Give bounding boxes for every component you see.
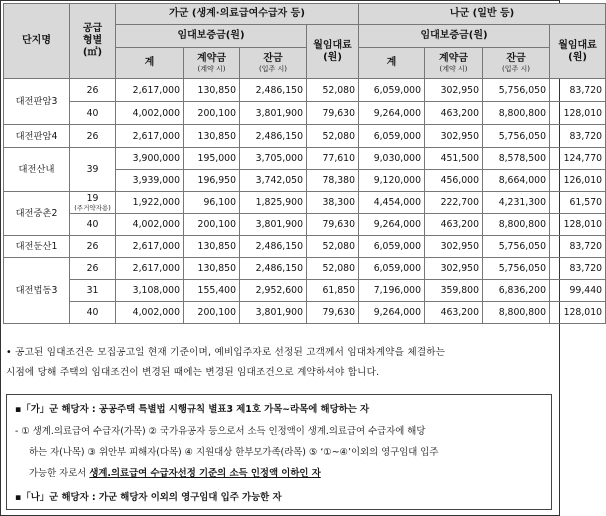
a-monthly: 52,080 <box>307 236 359 258</box>
a-total: 3,900,000 <box>116 148 184 170</box>
header-a-monthly-label: 월임대료 <box>313 39 352 51</box>
supply-type: 26 <box>70 258 116 280</box>
a-total: 3,939,000 <box>116 170 184 192</box>
a-monthly: 77,610 <box>307 148 359 170</box>
b-monthly: 83,720 <box>550 125 606 148</box>
supply-type: 40 <box>70 302 116 324</box>
a-balance: 2,486,150 <box>240 258 307 280</box>
b-monthly: 124,770 <box>550 148 606 170</box>
b-monthly: 99,440 <box>550 280 606 302</box>
b-balance: 5,756,050 <box>483 236 550 258</box>
a-balance: 3,801,900 <box>240 102 307 125</box>
b-contract: 302,950 <box>425 125 483 148</box>
a-contract: 196,950 <box>184 170 240 192</box>
a-total: 2,617,000 <box>116 236 184 258</box>
supply-type: 26 <box>70 236 116 258</box>
b-balance: 8,800,800 <box>483 302 550 324</box>
a-total: 2,617,000 <box>116 79 184 102</box>
table-row <box>4 102 606 125</box>
a-balance: 2,486,150 <box>240 236 307 258</box>
group-a-line-3 <box>29 465 543 479</box>
supply-type: 26 <box>70 125 116 148</box>
b-contract: 302,950 <box>425 258 483 280</box>
b-balance: 6,836,200 <box>483 280 550 302</box>
table-row <box>4 192 606 214</box>
table-row <box>4 125 606 148</box>
supply-type <box>70 192 116 214</box>
notice-line-1: • 공고된 임대조건은 모집공고일 현재 기준이며, 예비입주자로 선정된 고객께서 임대차계약을 체결하는 <box>6 347 446 358</box>
group-a-title <box>15 401 543 415</box>
a-monthly: 52,080 <box>307 79 359 102</box>
a-total: 1,922,000 <box>116 192 184 214</box>
a-total: 4,002,000 <box>116 302 184 324</box>
b-contract: 451,500 <box>425 148 483 170</box>
a-balance: 2,486,150 <box>240 79 307 102</box>
group-a-income-criterion: 생계.의료급여 수급자선정 기준의 소득 인정액 이하인 자 <box>89 468 321 479</box>
table-row <box>4 302 606 324</box>
b-monthly: 128,010 <box>550 214 606 236</box>
a-contract: 96,100 <box>184 192 240 214</box>
header-group-a: 가군 (생계·의료급여수급자 등) <box>116 4 359 25</box>
b-contract: 222,700 <box>425 192 483 214</box>
header-b-contract <box>425 48 483 79</box>
a-monthly: 78,380 <box>307 170 359 192</box>
header-a-balance-label: 잔금 <box>263 52 283 64</box>
eligibility-box <box>6 394 552 510</box>
a-balance: 2,486,150 <box>240 125 307 148</box>
a-contract: 130,850 <box>184 125 240 148</box>
b-total: 6,059,000 <box>359 125 425 148</box>
b-total: 9,264,000 <box>359 302 425 324</box>
header-a-contract-sub: (계약 시) <box>197 64 226 73</box>
header-a-monthly-unit: (원) <box>323 51 342 63</box>
header-b-contract-sub: (계약 시) <box>439 64 468 73</box>
header-b-monthly-label: 월임대료 <box>558 39 597 51</box>
header-supply-label: 공급 <box>82 23 103 34</box>
b-balance: 8,800,800 <box>483 214 550 236</box>
header-b-deposit: 임대보증금(원) <box>359 25 550 48</box>
table-row <box>4 236 606 258</box>
header-a-deposit: 임대보증금(원) <box>116 25 307 48</box>
a-balance: 3,705,000 <box>240 148 307 170</box>
a-balance: 2,952,600 <box>240 280 307 302</box>
b-monthly: 61,570 <box>550 192 606 214</box>
notice-paragraph <box>6 342 552 383</box>
header-b-contract-label: 계약금 <box>439 52 468 64</box>
b-contract: 463,200 <box>425 302 483 324</box>
a-monthly: 52,080 <box>307 125 359 148</box>
a-total: 2,617,000 <box>116 258 184 280</box>
a-total: 4,002,000 <box>116 102 184 125</box>
complex-name: 대전중촌2 <box>4 192 70 236</box>
header-b-total: 계 <box>359 48 425 79</box>
b-monthly: 126,010 <box>550 170 606 192</box>
group-a-title-text: ▪「가」군 해당자 : 공공주택 특별법 시행규칙 별표3 제1호 가목~라목에 해당하는 자 <box>15 404 370 415</box>
a-contract: 130,850 <box>184 258 240 280</box>
supply-type: 39 <box>70 148 116 192</box>
b-balance: 8,664,000 <box>483 170 550 192</box>
b-balance: 5,756,050 <box>483 258 550 280</box>
a-balance: 3,742,050 <box>240 170 307 192</box>
a-monthly: 79,630 <box>307 102 359 125</box>
b-monthly: 83,720 <box>550 258 606 280</box>
a-total: 4,002,000 <box>116 214 184 236</box>
supply-type-note: (주거약자용) <box>74 203 111 212</box>
a-monthly: 61,850 <box>307 280 359 302</box>
supply-type: 26 <box>70 79 116 102</box>
group-a-line-1: - ① 생계.의료급여 수급자(가목) ② 국가유공자 등으로서 소득 인정액이 생계.의료급여 수급자에 해당 <box>15 426 426 437</box>
b-total: 6,059,000 <box>359 236 425 258</box>
header-a-contract <box>184 48 240 79</box>
b-total: 4,454,000 <box>359 192 425 214</box>
b-total: 7,196,000 <box>359 280 425 302</box>
b-balance: 5,756,050 <box>483 79 550 102</box>
b-total: 9,264,000 <box>359 214 425 236</box>
header-a-contract-label: 계약금 <box>197 52 226 64</box>
a-monthly: 79,630 <box>307 302 359 324</box>
a-contract: 200,100 <box>184 302 240 324</box>
header-a-balance <box>240 48 307 79</box>
header-a-monthly <box>307 25 359 79</box>
b-monthly: 128,010 <box>550 302 606 324</box>
a-contract: 130,850 <box>184 236 240 258</box>
group-a-line-2: 하는 자(나목) ③ 위안부 피해자(다목) ④ 지원대상 한부모가족(라목) ⑤ ‘①~④’이외의 영구임대 입주 <box>29 447 439 458</box>
b-balance: 4,231,300 <box>483 192 550 214</box>
group-a-line-3-prefix: 가능한 자로서 <box>29 468 90 479</box>
complex-name: 대전산내 <box>4 148 70 192</box>
complex-name: 대전판암3 <box>4 79 70 125</box>
a-contract: 195,000 <box>184 148 240 170</box>
group-b-title <box>15 489 543 503</box>
table-row <box>4 280 606 302</box>
a-total: 3,108,000 <box>116 280 184 302</box>
supply-type: 31 <box>70 280 116 302</box>
header-b-monthly <box>550 25 606 79</box>
supply-type: 40 <box>70 102 116 125</box>
a-total: 2,617,000 <box>116 125 184 148</box>
b-monthly: 83,720 <box>550 79 606 102</box>
b-contract: 302,950 <box>425 79 483 102</box>
notice-line-2: 시점에 당해 주택의 임대조건이 변경된 때에는 변경된 임대조건으로 계약하셔야 합니다. <box>6 367 380 378</box>
a-balance: 3,801,900 <box>240 302 307 324</box>
header-b-balance <box>483 48 550 79</box>
b-total: 9,264,000 <box>359 102 425 125</box>
a-contract: 155,400 <box>184 280 240 302</box>
header-a-total: 계 <box>116 48 184 79</box>
header-b-monthly-unit: (원) <box>568 51 587 63</box>
b-contract: 463,200 <box>425 214 483 236</box>
supply-type: 40 <box>70 214 116 236</box>
b-balance: 8,800,800 <box>483 102 550 125</box>
header-b-balance-label: 잔금 <box>506 52 526 64</box>
b-contract: 302,950 <box>425 236 483 258</box>
b-balance: 8,578,500 <box>483 148 550 170</box>
b-contract: 463,200 <box>425 102 483 125</box>
header-b-balance-sub: (입주 시) <box>502 64 530 73</box>
a-monthly: 52,080 <box>307 258 359 280</box>
b-contract: 359,800 <box>425 280 483 302</box>
a-balance: 3,801,900 <box>240 214 307 236</box>
supply-type-value: 19 <box>86 192 99 204</box>
b-total: 6,059,000 <box>359 258 425 280</box>
complex-name: 대전법동3 <box>4 258 70 324</box>
b-total: 9,030,000 <box>359 148 425 170</box>
complex-name: 대전판암4 <box>4 125 70 148</box>
header-a-balance-sub: (입주 시) <box>259 64 287 73</box>
a-contract: 200,100 <box>184 214 240 236</box>
rent-table <box>3 3 606 324</box>
a-monthly: 38,300 <box>307 192 359 214</box>
table-row <box>4 258 606 280</box>
header-supply-label2: 형별 <box>82 35 103 46</box>
b-balance: 5,756,050 <box>483 125 550 148</box>
a-balance: 1,825,900 <box>240 192 307 214</box>
a-contract: 200,100 <box>184 102 240 125</box>
table-row <box>4 148 606 170</box>
a-contract: 130,850 <box>184 79 240 102</box>
b-contract: 456,000 <box>425 170 483 192</box>
header-complex: 단지명 <box>4 4 70 79</box>
b-total: 6,059,000 <box>359 79 425 102</box>
b-monthly: 128,010 <box>550 102 606 125</box>
header-supply-type <box>70 4 116 79</box>
b-monthly: 83,720 <box>550 236 606 258</box>
b-total: 9,120,000 <box>359 170 425 192</box>
header-supply-unit: (㎡) <box>82 47 103 58</box>
group-b-title-text: ▪「나」군 해당자 : 가군 해당자 이외의 영구임대 입주 가능한 자 <box>15 492 282 503</box>
table-row <box>4 214 606 236</box>
table-row <box>4 79 606 102</box>
complex-name: 대전둔산1 <box>4 236 70 258</box>
header-group-b: 나군 (일반 등) <box>359 4 606 25</box>
a-monthly: 79,630 <box>307 214 359 236</box>
